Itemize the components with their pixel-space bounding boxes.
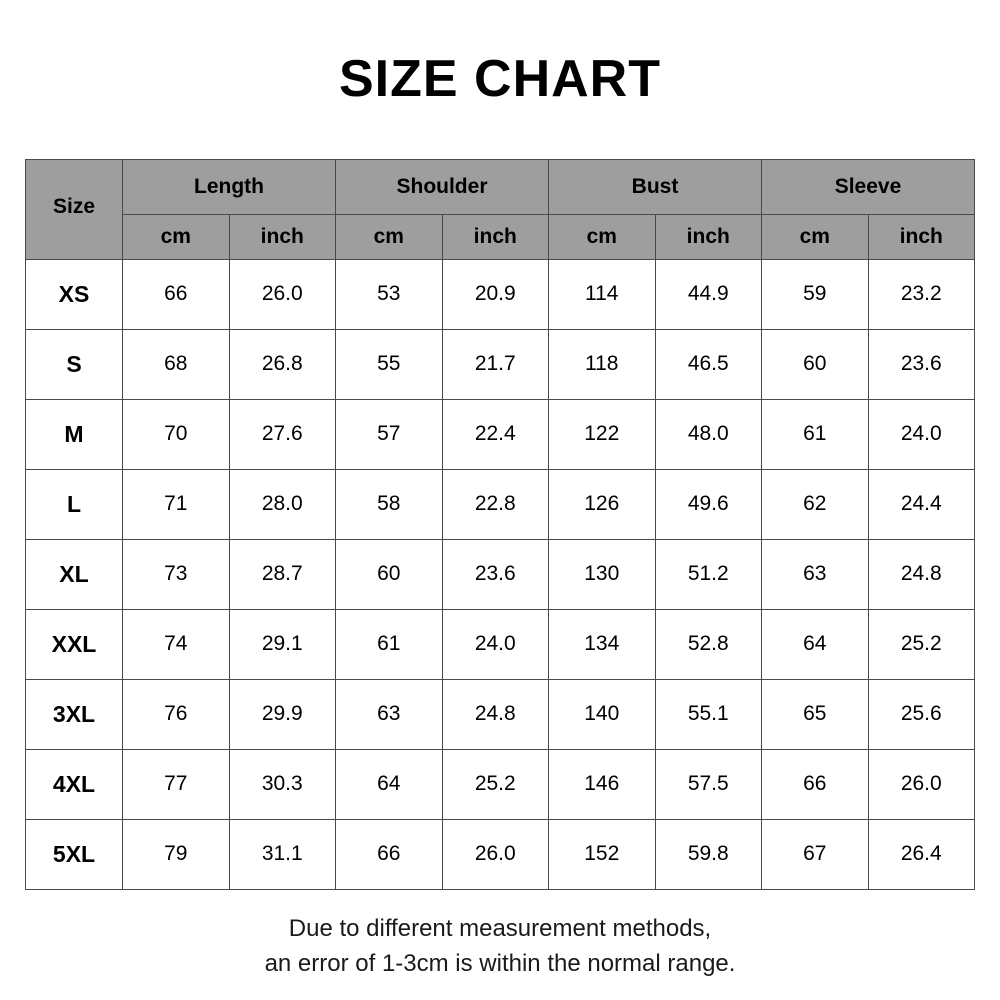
cell-length-inch: 26.8 xyxy=(229,329,336,399)
cell-length-cm: 76 xyxy=(123,679,230,749)
cell-length-cm: 70 xyxy=(123,399,230,469)
column-header-size: Size xyxy=(26,159,123,259)
cell-sleeve-inch: 25.6 xyxy=(868,679,975,749)
unit-header-shoulder-cm: cm xyxy=(336,214,443,259)
size-label: M xyxy=(26,399,123,469)
cell-shoulder-cm: 57 xyxy=(336,399,443,469)
cell-length-cm: 68 xyxy=(123,329,230,399)
cell-sleeve-cm: 64 xyxy=(762,609,869,679)
cell-sleeve-inch: 26.0 xyxy=(868,749,975,819)
cell-bust-inch: 49.6 xyxy=(655,469,762,539)
size-label: XXL xyxy=(26,609,123,679)
cell-sleeve-cm: 66 xyxy=(762,749,869,819)
cell-shoulder-cm: 55 xyxy=(336,329,443,399)
cell-sleeve-inch: 24.4 xyxy=(868,469,975,539)
cell-shoulder-cm: 61 xyxy=(336,609,443,679)
cell-sleeve-cm: 59 xyxy=(762,259,869,329)
cell-bust-inch: 55.1 xyxy=(655,679,762,749)
cell-shoulder-cm: 53 xyxy=(336,259,443,329)
size-label: 5XL xyxy=(26,819,123,889)
cell-shoulder-cm: 60 xyxy=(336,539,443,609)
size-chart-table xyxy=(25,159,975,890)
cell-shoulder-inch: 21.7 xyxy=(442,329,549,399)
cell-sleeve-cm: 67 xyxy=(762,819,869,889)
table-row xyxy=(26,399,975,469)
size-label: XS xyxy=(26,259,123,329)
cell-length-inch: 28.7 xyxy=(229,539,336,609)
cell-shoulder-cm: 58 xyxy=(336,469,443,539)
cell-bust-cm: 114 xyxy=(549,259,656,329)
table-header-row-units xyxy=(26,214,975,259)
cell-sleeve-cm: 60 xyxy=(762,329,869,399)
cell-bust-cm: 146 xyxy=(549,749,656,819)
disclaimer-line-2: an error of 1-3cm is within the normal range. xyxy=(264,950,736,978)
column-group-header-sleeve: Sleeve xyxy=(762,159,975,214)
cell-bust-cm: 140 xyxy=(549,679,656,749)
cell-shoulder-cm: 66 xyxy=(336,819,443,889)
table-row xyxy=(26,819,975,889)
cell-shoulder-cm: 63 xyxy=(336,679,443,749)
table-row xyxy=(26,259,975,329)
cell-bust-cm: 126 xyxy=(549,469,656,539)
cell-sleeve-cm: 62 xyxy=(762,469,869,539)
unit-header-length-cm: cm xyxy=(123,214,230,259)
cell-sleeve-inch: 23.6 xyxy=(868,329,975,399)
cell-sleeve-cm: 65 xyxy=(762,679,869,749)
cell-bust-inch: 46.5 xyxy=(655,329,762,399)
cell-length-cm: 71 xyxy=(123,469,230,539)
cell-bust-inch: 59.8 xyxy=(655,819,762,889)
size-label: 3XL xyxy=(26,679,123,749)
unit-header-sleeve-cm: cm xyxy=(762,214,869,259)
cell-bust-cm: 122 xyxy=(549,399,656,469)
cell-length-inch: 29.9 xyxy=(229,679,336,749)
cell-sleeve-inch: 24.8 xyxy=(868,539,975,609)
measurement-disclaimer xyxy=(0,912,1000,982)
cell-sleeve-inch: 26.4 xyxy=(868,819,975,889)
cell-length-cm: 74 xyxy=(123,609,230,679)
table-row xyxy=(26,609,975,679)
size-label: XL xyxy=(26,539,123,609)
unit-header-sleeve-inch: inch xyxy=(868,214,975,259)
column-group-header-bust: Bust xyxy=(549,159,762,214)
table-row xyxy=(26,469,975,539)
size-chart-table-wrapper xyxy=(25,107,975,890)
cell-bust-cm: 134 xyxy=(549,609,656,679)
unit-header-bust-cm: cm xyxy=(549,214,656,259)
cell-length-inch: 28.0 xyxy=(229,469,336,539)
table-row xyxy=(26,539,975,609)
cell-shoulder-inch: 23.6 xyxy=(442,539,549,609)
table-row xyxy=(26,329,975,399)
cell-sleeve-cm: 63 xyxy=(762,539,869,609)
cell-sleeve-inch: 23.2 xyxy=(868,259,975,329)
cell-bust-inch: 48.0 xyxy=(655,399,762,469)
cell-length-cm: 79 xyxy=(123,819,230,889)
cell-shoulder-inch: 22.8 xyxy=(442,469,549,539)
cell-shoulder-cm: 64 xyxy=(336,749,443,819)
cell-shoulder-inch: 20.9 xyxy=(442,259,549,329)
size-label: S xyxy=(26,329,123,399)
cell-shoulder-inch: 26.0 xyxy=(442,819,549,889)
size-label: 4XL xyxy=(26,749,123,819)
page-title: SIZE CHART xyxy=(339,50,661,108)
cell-shoulder-inch: 25.2 xyxy=(442,749,549,819)
cell-bust-inch: 51.2 xyxy=(655,539,762,609)
cell-bust-cm: 118 xyxy=(549,329,656,399)
cell-length-inch: 27.6 xyxy=(229,399,336,469)
cell-sleeve-cm: 61 xyxy=(762,399,869,469)
table-header xyxy=(26,159,975,259)
cell-sleeve-inch: 25.2 xyxy=(868,609,975,679)
cell-length-inch: 26.0 xyxy=(229,259,336,329)
unit-header-length-inch: inch xyxy=(229,214,336,259)
table-row xyxy=(26,749,975,819)
cell-length-cm: 73 xyxy=(123,539,230,609)
size-label: L xyxy=(26,469,123,539)
cell-bust-cm: 152 xyxy=(549,819,656,889)
cell-shoulder-inch: 24.8 xyxy=(442,679,549,749)
cell-bust-inch: 44.9 xyxy=(655,259,762,329)
disclaimer-line-1: Due to different measurement methods, xyxy=(288,915,712,943)
cell-shoulder-inch: 24.0 xyxy=(442,609,549,679)
unit-header-bust-inch: inch xyxy=(655,214,762,259)
table-header-row-groups xyxy=(26,159,975,214)
cell-length-cm: 66 xyxy=(123,259,230,329)
column-group-header-shoulder: Shoulder xyxy=(336,159,549,214)
cell-length-inch: 30.3 xyxy=(229,749,336,819)
table-row xyxy=(26,679,975,749)
cell-bust-cm: 130 xyxy=(549,539,656,609)
cell-bust-inch: 52.8 xyxy=(655,609,762,679)
cell-sleeve-inch: 24.0 xyxy=(868,399,975,469)
cell-length-inch: 29.1 xyxy=(229,609,336,679)
cell-length-inch: 31.1 xyxy=(229,819,336,889)
column-group-header-length: Length xyxy=(123,159,336,214)
cell-shoulder-inch: 22.4 xyxy=(442,399,549,469)
cell-bust-inch: 57.5 xyxy=(655,749,762,819)
table-body xyxy=(26,259,975,889)
unit-header-shoulder-inch: inch xyxy=(442,214,549,259)
cell-length-cm: 77 xyxy=(123,749,230,819)
